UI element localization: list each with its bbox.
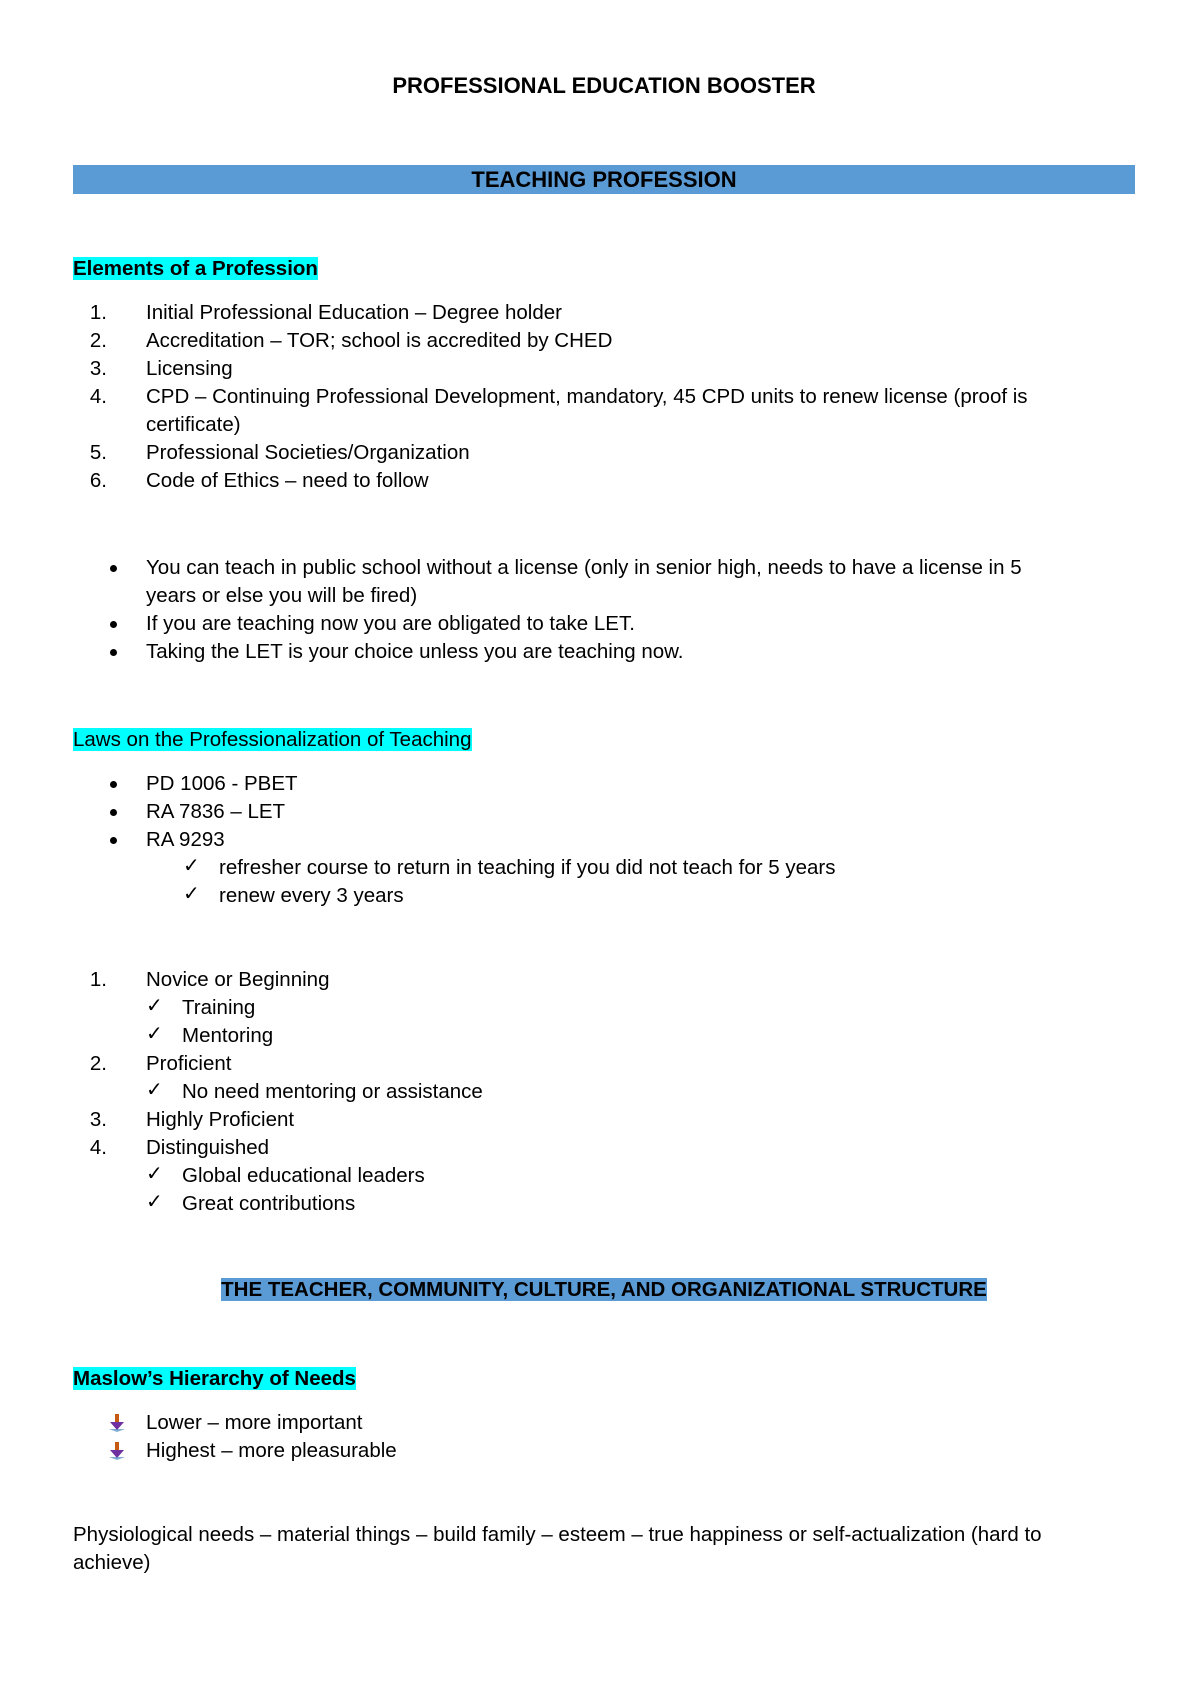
paragraph-line: Physiological needs – material things – build family – esteem – true happiness or self-actualization (hard to [73,1523,1042,1546]
bullet-icon [110,837,120,847]
checkmark-icon: ✓ [146,995,163,1017]
checkmark-icon: ✓ [183,883,200,905]
list-item: Licensing [146,357,233,380]
list-item: If you are teaching now you are obligated to take LET. [146,612,635,635]
list-item: Initial Professional Education – Degree holder [146,301,562,324]
maslow-heading-line [73,1365,356,1393]
sub-list-item: Mentoring [182,1024,274,1047]
sub-list-item: renew every 3 years [219,884,404,907]
laws-heading-line [73,726,472,754]
checkmark-icon: ✓ [146,1079,163,1101]
bullet-icon [110,565,120,575]
list-number: 2. [89,1052,107,1075]
list-item: Highest – more pleasurable [146,1439,397,1462]
list-item: Highly Proficient [146,1108,295,1131]
section-heading-teacher-community: THE TEACHER, COMMUNITY, CULTURE, AND ORGANIZATIONAL STRUCTURE [221,1278,987,1301]
checkmark-icon: ✓ [146,1023,163,1045]
sub-list-item: Global educational leaders [182,1164,425,1187]
arrow-down-bullet-icon [109,1442,125,1460]
checkmark-icon: ✓ [146,1163,163,1185]
maslow-heading: Maslow’s Hierarchy of Needs [73,1367,356,1390]
list-item: Proficient [146,1052,232,1075]
list-item: Distinguished [146,1136,270,1159]
list-item: PD 1006 - PBET [146,772,298,795]
list-item-continuation: years or else you will be fired) [146,584,418,607]
document-title: PROFESSIONAL EDUCATION BOOSTER [392,73,816,98]
bullet-icon [110,781,120,791]
paragraph-continuation: achieve) [73,1551,151,1574]
list-number: 5. [89,441,107,464]
list-item: Lower – more important [146,1411,363,1434]
list-item: Professional Societies/Organization [146,441,470,464]
elements-heading-line [73,255,318,283]
bullet-icon [110,621,120,631]
checkmark-icon: ✓ [146,1191,163,1213]
section-heading-line [73,1276,1135,1304]
list-number: 1. [89,301,107,324]
list-item: You can teach in public school without a license (only in senior high, needs to have a license in 5 [146,556,1022,579]
list-number: 4. [89,1136,107,1159]
checkmark-icon: ✓ [183,855,200,877]
section-heading-teaching-profession: TEACHING PROFESSION [73,165,1135,194]
sub-list-item: No need mentoring or assistance [182,1080,483,1103]
list-number: 2. [89,329,107,352]
list-item-continuation: certificate) [146,413,241,436]
bullet-icon [110,809,120,819]
list-item: Taking the LET is your choice unless you are teaching now. [146,640,684,663]
sub-list-item: refresher course to return in teaching if you did not teach for 5 years [219,856,836,879]
list-item: CPD – Continuing Professional Development, mandatory, 45 CPD units to renew license (proof is [146,385,1028,408]
list-number: 1. [89,968,107,991]
list-item: Novice or Beginning [146,968,330,991]
sub-list-item: Training [182,996,256,1019]
list-item: Code of Ethics – need to follow [146,469,429,492]
list-number: 3. [89,357,107,380]
list-number: 4. [89,385,107,408]
list-number: 3. [89,1108,107,1131]
list-item: RA 7836 – LET [146,800,286,823]
arrow-down-bullet-icon [109,1414,125,1432]
sub-list-item: Great contributions [182,1192,356,1215]
bullet-icon [110,649,120,659]
laws-heading: Laws on the Professionalization of Teaching [73,728,472,751]
list-item: RA 9293 [146,828,225,851]
list-item: Accreditation – TOR; school is accredited by CHED [146,329,613,352]
elements-heading: Elements of a Profession [73,257,318,280]
list-number: 6. [89,469,107,492]
